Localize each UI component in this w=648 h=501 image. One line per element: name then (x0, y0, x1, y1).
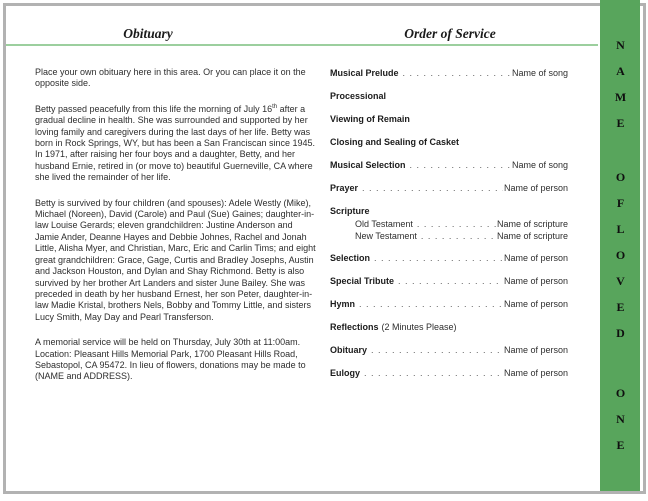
obituary-paragraph-service-info: A memorial service will be held on Thursday, July 30th at 11:00am. Location: Pleasant Hills Memorial Park, 1700 Pleasant Hills Road, Sebastopol, CA 95472. In lieu of flowers, donations may be made to (NAME and ADDRESS). (35, 337, 306, 382)
service-item-value: Name of person (503, 368, 568, 378)
service-item-selection (330, 252, 568, 265)
service-item-value: Name of person (503, 299, 568, 309)
obituary-text-block (35, 67, 317, 397)
obituary-paragraph-life-rest: after a gradual decline in health. She was surrounded and supported by her loving family and caregivers during the last days of her life. Betty was born in Rock Springs, WY, but has been a San Franciscan since 1945. In 1971, after raising her four boys and a daughter, Betty, and her husband Ernie, retired in (or move to) beautiful Guerneville, CA where she lived the remainder of her life. (35, 103, 315, 183)
service-item-label: Closing and Sealing of Casket (330, 137, 460, 147)
service-item-label: Selection (330, 253, 371, 263)
service-item-label: Hymn (330, 299, 356, 309)
service-item-value: Name of song (511, 160, 568, 170)
service-item-label: Prayer (330, 183, 359, 193)
order-of-service-header: Order of Service (404, 26, 496, 41)
banner-word: ONE (613, 386, 628, 464)
dotted-leader (364, 367, 503, 380)
service-item-label: Musical Prelude (330, 68, 399, 78)
service-item-value: Name of person (503, 183, 568, 193)
dotted-leader (403, 67, 511, 80)
service-subitem-label: New Testament (355, 231, 417, 241)
service-subitem-old-testament (355, 218, 568, 230)
banner-word: NAME (613, 38, 628, 142)
service-item-value: Name of person (503, 253, 568, 263)
service-subitem-new-testament (355, 230, 568, 242)
service-item-musical-selection (330, 159, 568, 172)
loved-one-name-banner (600, 0, 640, 491)
banner-word: LOVED (613, 222, 628, 352)
ordinal-suffix: th (272, 103, 278, 110)
service-item-scripture (330, 205, 568, 218)
service-item-value: Name of person (503, 276, 568, 286)
dotted-leader (362, 182, 503, 195)
obituary-header: Obituary (123, 26, 173, 41)
service-item-eulogy (330, 367, 568, 380)
service-item-label: Special Tribute (330, 276, 395, 286)
service-item-closing-casket (330, 136, 568, 149)
service-item-label: Musical Selection (330, 160, 406, 170)
service-item-obituary (330, 344, 568, 357)
obituary-paragraph-life-start: Betty passed peacefully from this life the morning of July 16 (35, 103, 273, 114)
service-item-value: Name of song (511, 68, 568, 78)
service-subitem-label: Old Testament (355, 219, 413, 229)
service-item-musical-prelude (330, 67, 568, 80)
service-subitem-value: Name of scripture (496, 231, 568, 241)
service-item-label: Obituary (330, 345, 368, 355)
dotted-leader (371, 344, 503, 357)
service-item-label: Processional (330, 91, 387, 101)
service-item-label: Reflections (330, 322, 379, 332)
service-subitem-value: Name of scripture (496, 219, 568, 229)
banner-word: OF (613, 170, 628, 222)
obituary-paragraph-survivors: Betty is survived by four children (and spouses): Adele Westly (Mike), Michael (Noreen), David (Carole) and Paul (Sue) Gaines; daughter-in-law Louise Gerards; eleven grandchildren: Justine Anderson and Jamie Ander, Deanne Hayes and Debbie Johnes, Rachel and Jonah Little, Alisha Myer, and Christian, Marc, Eric and Carlin Tims; and eight great grandchildren: Grace, Gage, Curtis and Bradley Josephs, Austin and Jackson Houston, and Dylan and Shay Richmond. Betty is also survived by her brother Art Landers and sister June Bailey. She was preceded in death by her husband Ernest, her son Peter, daughter-in-law Madie Kristal, brothers Nels, Bobby and Tommy Little, and sisters Lucy Smith, May Day and Pearl Transferson. (35, 197, 316, 322)
service-item-note: (2 Minutes Please) (381, 322, 457, 332)
service-item-label: Scripture (330, 206, 370, 216)
service-item-processional (330, 90, 568, 103)
service-item-viewing-of-remain (330, 113, 568, 126)
dotted-leader (410, 159, 511, 172)
obituary-paragraph-placeholder: Place your own obituary here in this area. Or you can place it on the opposite side. (35, 67, 306, 89)
service-item-value: Name of person (503, 345, 568, 355)
dotted-leader (421, 230, 496, 242)
header-divider-line (6, 44, 598, 46)
dotted-leader (398, 275, 503, 288)
service-item-reflections (330, 321, 568, 334)
obituary-paragraph-life (35, 104, 317, 184)
order-of-service-list (330, 67, 568, 390)
service-item-prayer (330, 182, 568, 195)
scripture-sub-list (355, 218, 568, 242)
dotted-leader (417, 218, 496, 230)
service-item-special-tribute (330, 275, 568, 288)
service-item-label: Eulogy (330, 368, 361, 378)
dotted-leader (359, 298, 503, 311)
dotted-leader (374, 252, 503, 265)
service-item-hymn (330, 298, 568, 311)
service-item-label: Viewing of Remain (330, 114, 410, 124)
